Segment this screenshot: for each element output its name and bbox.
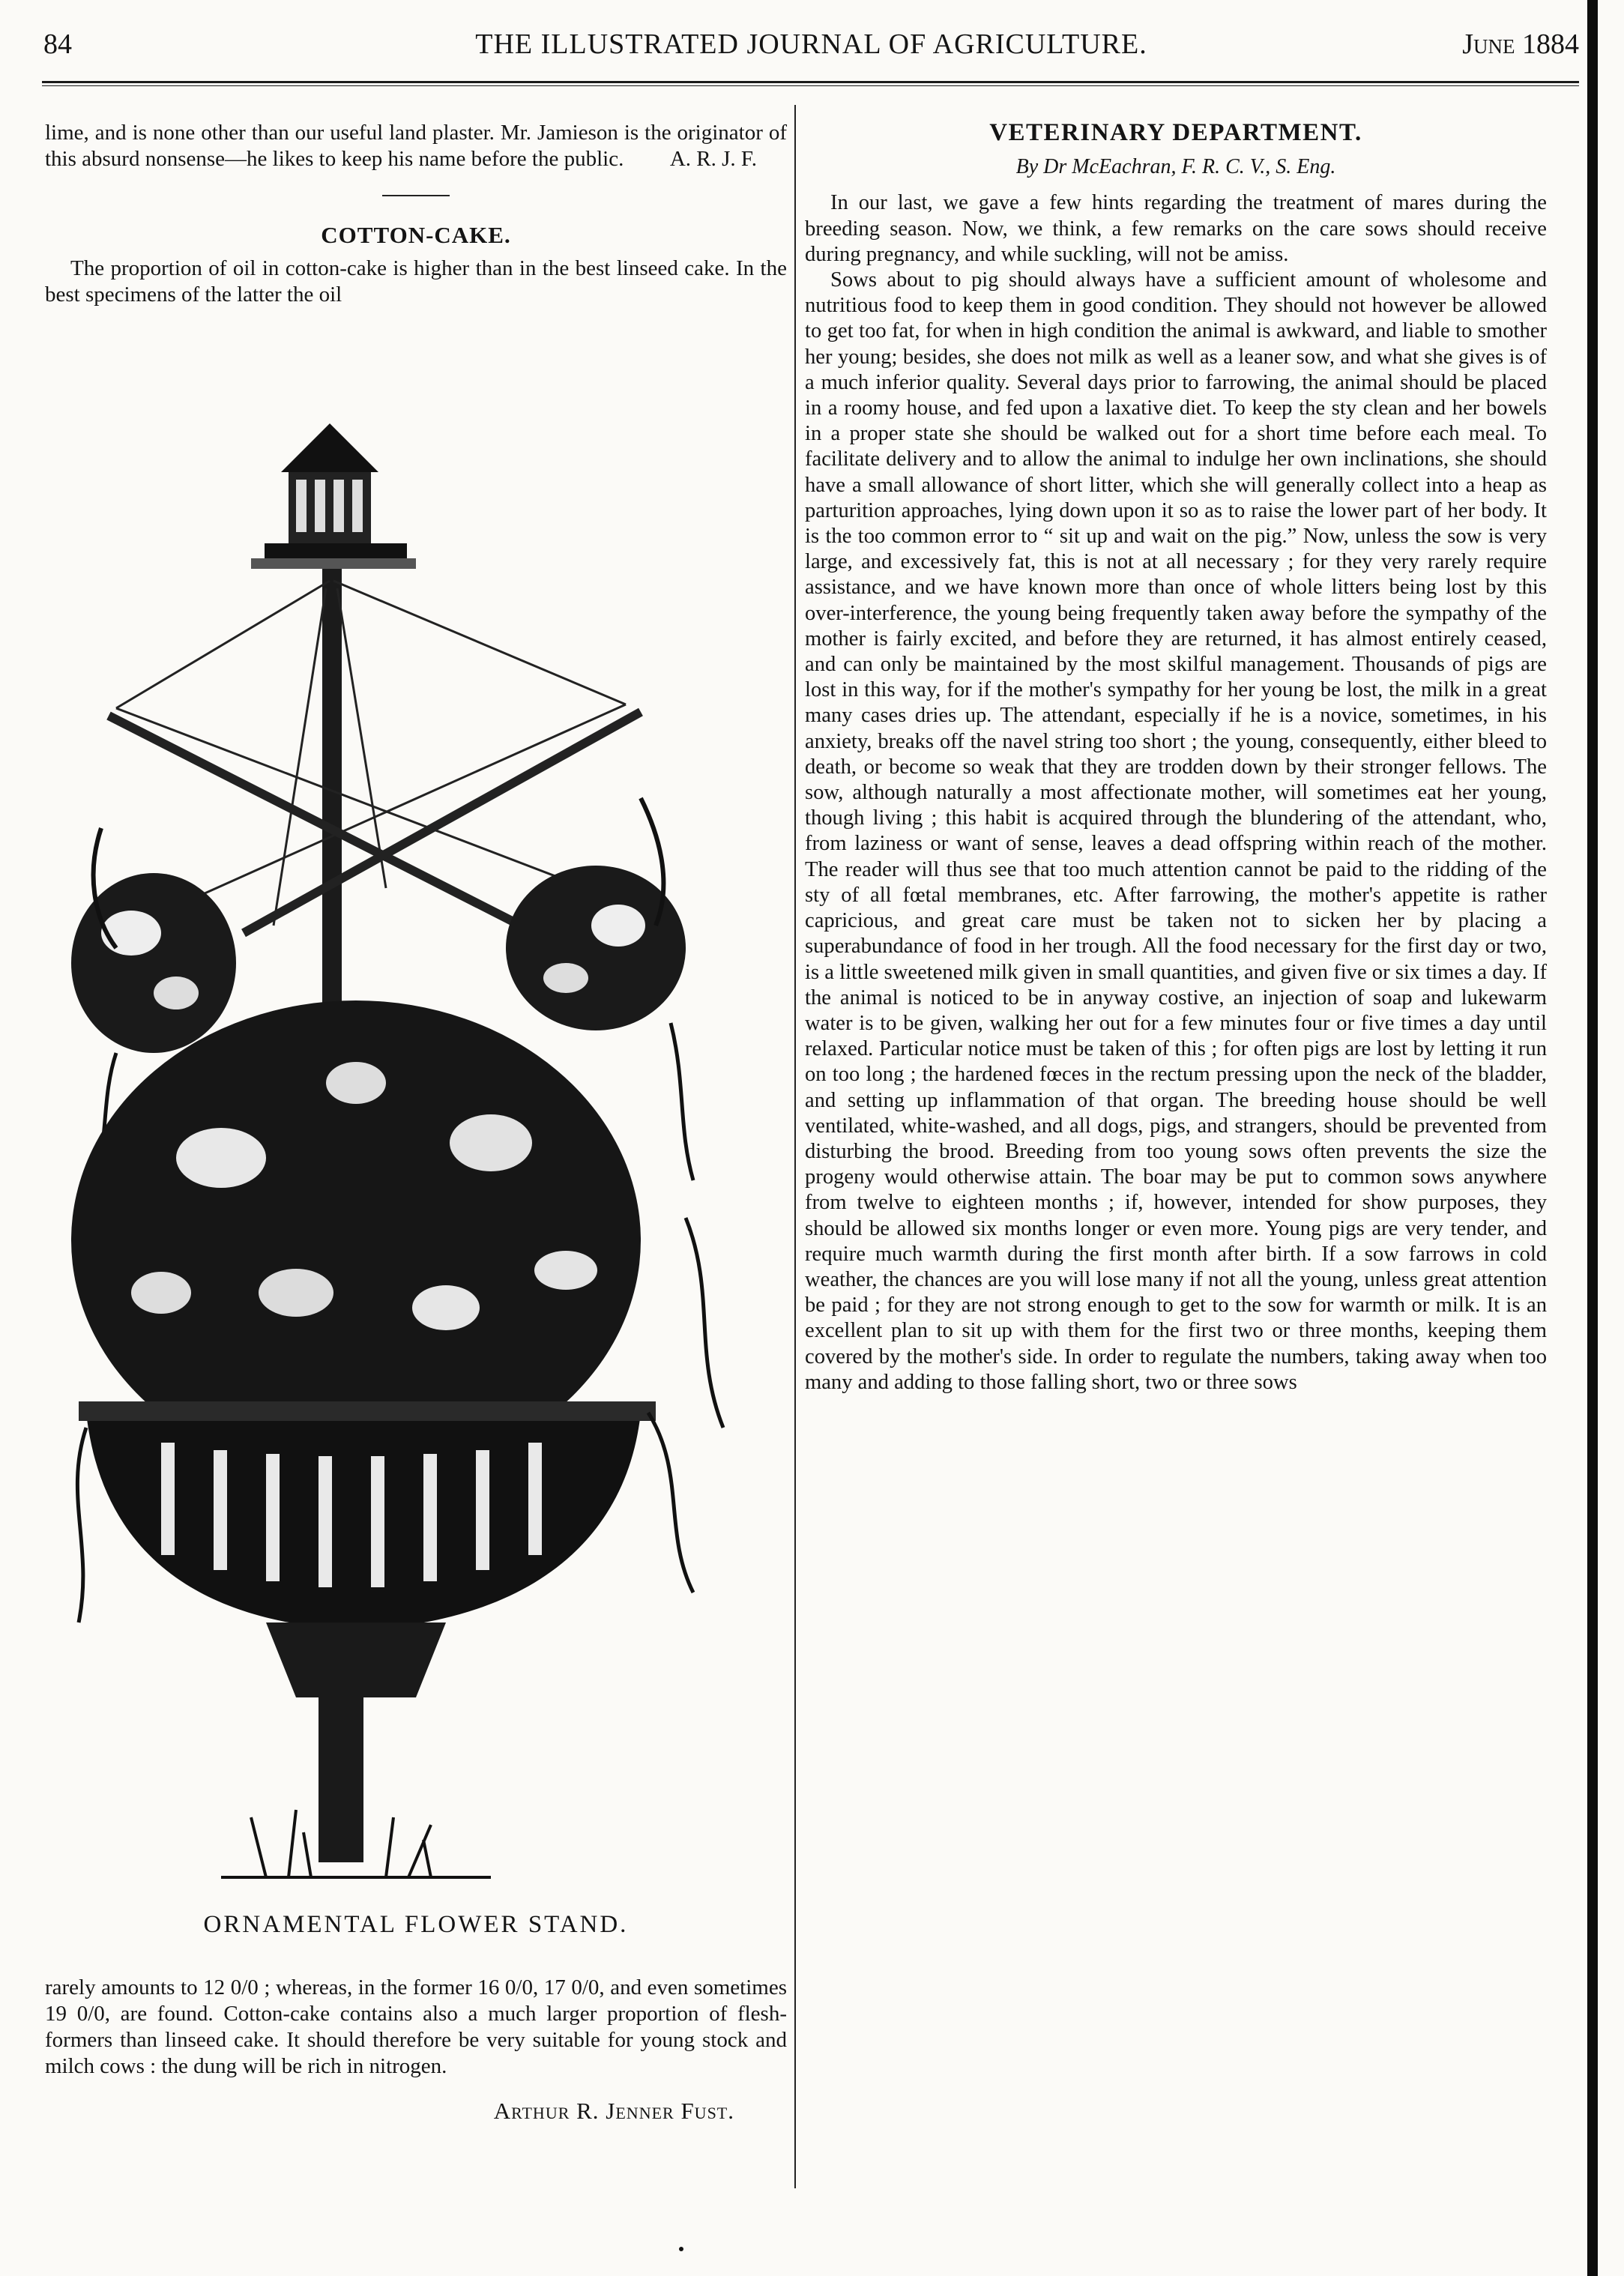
- article-paragraph: In our last, we gave a few hints regarding the treatment of mares during the breeding season. Now, we think, a few remarks on the care sows should receive during pregnancy, and while suckling, will not be amiss.: [805, 191, 1547, 266]
- flower-basin-icon: [79, 1401, 656, 1697]
- running-header: [43, 25, 1579, 63]
- issue-date: June 1884: [1462, 28, 1579, 60]
- signature-initials: A. R. J. F.: [669, 147, 757, 171]
- right-column: [805, 120, 1547, 1395]
- left-column-top: [45, 120, 787, 308]
- page-number: 84: [43, 28, 72, 60]
- article-byline: By Dr McEachran, F. R. C. V., S. Eng.: [1015, 155, 1336, 179]
- ornamental-flower-stand-illustration: [71, 408, 761, 1907]
- journal-title: THE ILLUSTRATED JOURNAL OF AGRICULTURE.: [475, 28, 1147, 60]
- section-separator: [382, 195, 450, 196]
- header-rule-thin: [42, 85, 1579, 86]
- scan-edge-bar: [1587, 0, 1598, 2276]
- department-title: VETERINARY DEPARTMENT.: [989, 119, 1362, 146]
- stand-stem: [319, 1697, 363, 1862]
- header-rule: [42, 81, 1579, 83]
- cotton-cake-continuation: rarely amounts to 12 0/0 ; whereas, in the former 16 0/0, 17 0/0, and even sometimes 19 0/0, are found. Cotton-cake contains also a much larger proportion of flesh-formers than linseed cake. It should therefore be very suitable for young stock and milch cows : the dung will be rich in nitrogen.: [45, 1975, 787, 2078]
- left-column-bottom: [45, 1975, 787, 2124]
- column-divider: [794, 105, 796, 2188]
- article-author: Arthur R. Jenner Fust.: [493, 2098, 734, 2124]
- article-paragraph: Sows about to pig should always have a sufficient amount of wholesome and nutritious food to keep them in good condition. They should not however be allowed to get too fat, for when in high condition the animal is awkward, and liable to smother her young; besides, she does not milk as well as a leaner sow, and what she gives is of a much inferior quality. Several days prior to farrowing, the animal should be placed in a roomy house, and fed upon a laxative diet. To keep the sty clean and her bowels in a proper state she should be walked out for a short time before each meal. To facilitate delivery and to allow the animal to indulge her own inclinations, she should have a small allowance of short litter, which she will generally collect into a heap as parturition approaches, lying down upon it so as to raise the lower part of her body. It is the too common error to “ sit up and wait on the pig.” Now, unless the sow is very large, and excessively fat, this is not at all necessary ; for they very rarely require assistance, and we have known more than once of whole litters being lost by this over-interference, the young being frequently taken away before the sympathy of the mother is fairly excited, and before they are returned, it has almost entirely ceased, and can only be maintained by the most skilful management. Thousands of pigs are lost in this way, for if the mother's sympathy for her young be lost, the milk in a great many cases dries up. The attendant, especially if he is a novice, sometimes, in his anxiety, breaks off the navel string too short ; the young, consequently, either bleed to death, or become so weak that they are trodden down by their stronger fellows. The sow, although naturally a most affectionate mother, will sometimes eat her young, though living ; this habit is acquired through the blundering of the attendant, who, from laziness or want of sense, leaves a dead offspring within reach of the mother. The reader will thus see that too much attention cannot be paid to the ridding of the sty of all fœtal membranes, etc. After farrowing, the mother's appetite is rather capricious, and great care must be taken not to sicken her by placing a superabundance of food in her trough. All the food necessary for the first day or two, is a little sweetened milk given in small quantities, and given five or six times a day. If the animal is noticed to be in anyway costive, an injection of soap and lukewarm water is to be given, walking her out for a few minutes four or five times a day until relaxed. Particular notice must be taken of this ; for often pigs are lost by letting it run on too long ; the hardened fœces in the rectum pressing upon the neck of the bladder, and setting up inflammation of that organ. The breeding house should be well ventilated, white-washed, and all dogs, pigs, and strangers, should be prevented from disturbing the brood. Breeding from too young sows often prevents the size the progeny would otherwise attain. The boar may be put to common sows anywhere from twelve to eighteen months ; if, however, intended for show purposes, they should be allowed six months longer or even more. Young pigs are very tender, and require much warmth during the first month after birth. If a sow farrows in cold weather, the chances are you will lose many if not all the young, unless great attention be paid ; for they are not strong enough to get to the sow for warmth or milk. It is an excellent plan to sit up with them for the first two or three months, keeping them covered by the mother's side. In order to regulate the numbers, taking away when too many and adding to those falling short, two or three sows: [805, 268, 1547, 1394]
- cotton-cake-intro: The proportion of oil in cotton-cake is higher than in the best linseed cake. In the best specimens of the latter the oil: [45, 256, 787, 307]
- section-title-cotton-cake: COTTON-CAKE.: [321, 222, 511, 248]
- print-mark: [679, 2247, 683, 2251]
- continued-paragraph: lime, and is none other than our useful land plaster. Mr. Jamieson is the originator of this absurd nonsense—he likes to keep his name before the public. A. R. J. F.: [45, 121, 787, 171]
- figure-caption: ORNAMENTAL FLOWER STAND.: [203, 1911, 629, 1938]
- birdhouse-icon: [251, 423, 416, 569]
